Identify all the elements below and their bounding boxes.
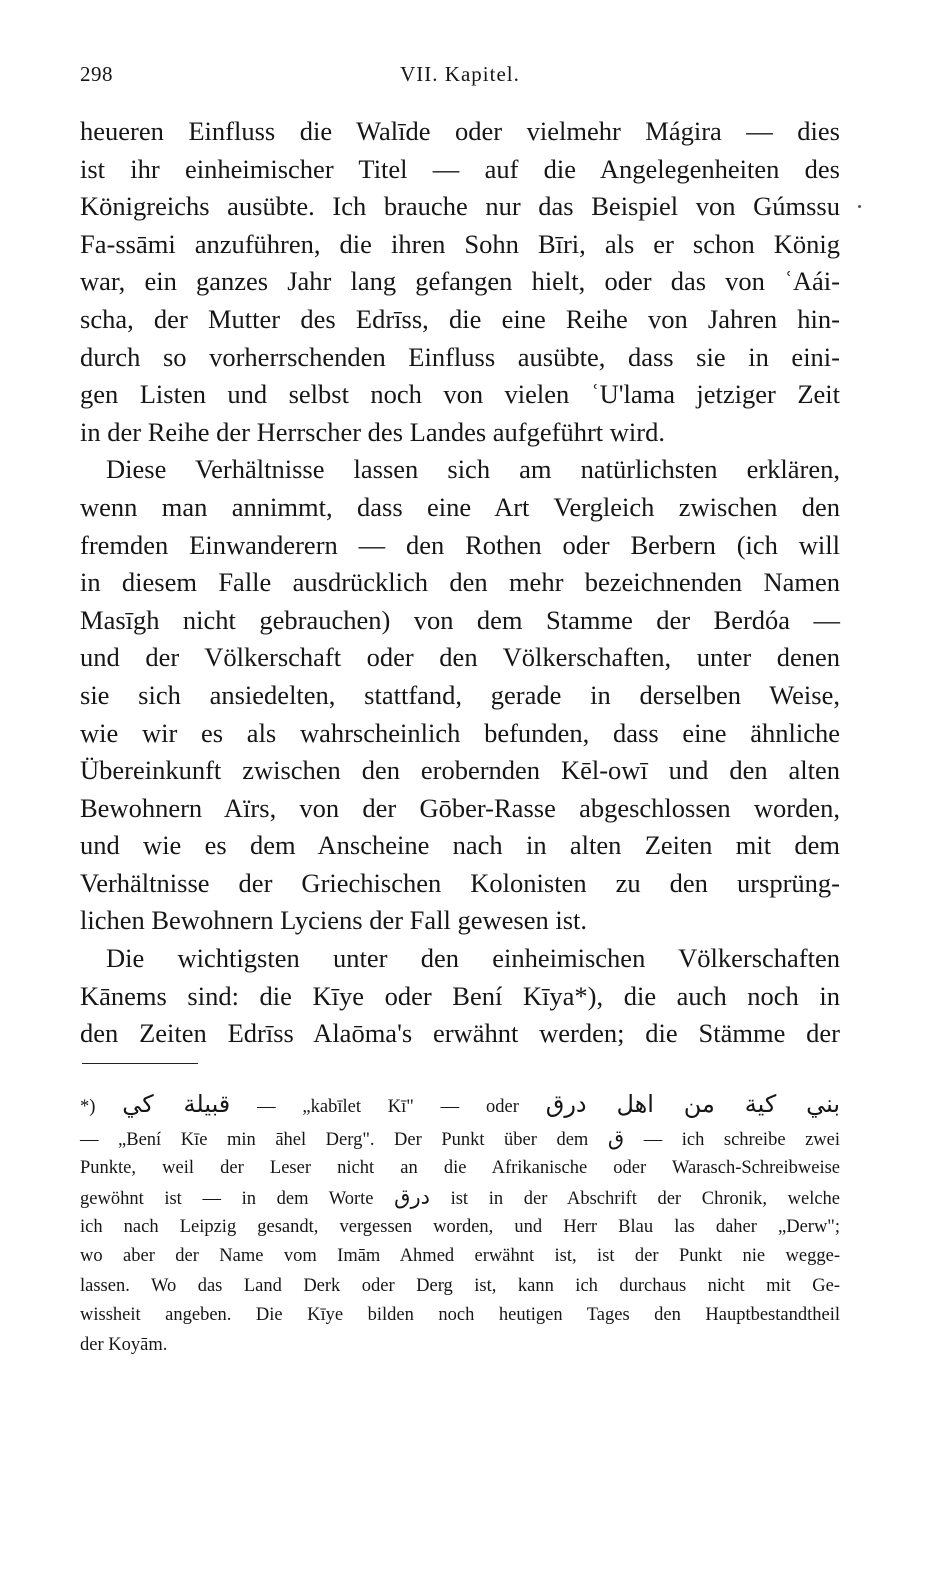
text-line: Übereinkunft zwischen den erobernden Kēl-owī und den alten (80, 755, 840, 786)
footnote-line: lassen. Wo das Land Derk oder Derg ist, kann ich durchaus nicht mit Ge- (80, 1275, 840, 1296)
text-line: und wie es dem Anscheine nach in alten Zeiten mit dem (80, 830, 840, 861)
text-line: durch so vorherrschenden Einfluss ausübte, dass sie in eini- (80, 341, 840, 372)
footnote-divider (82, 1063, 198, 1064)
footnote-text: — ich schreibe zwei (643, 1130, 840, 1150)
footnote-line: ich nach Leipzig gesandt, vergessen worden, und Herr Blau las daher „Derw"; (80, 1216, 840, 1237)
footnote-text: — „kabīlet Kī" — oder (257, 1097, 519, 1117)
text-line: heueren Einfluss die Walīde oder vielmehr Mágira — dies (80, 116, 840, 146)
text-line: wenn man annimmt, dass eine Art Vergleich zwischen den (80, 491, 840, 522)
body-text (80, 113, 840, 1053)
page-number: 298 (80, 62, 113, 86)
footnote-line: wo aber der Name vom Imām Ahmed erwähnt ist, ist der Punkt nie wegge- (80, 1246, 840, 1266)
chapter-title: VII. Kapitel. (400, 62, 520, 86)
footnote-line: der Koyām. (80, 1334, 168, 1355)
text-line: fremden Einwanderern — den Rothen oder Berbern (ich will (80, 529, 840, 560)
text-line: Kānems sind: die Kīye oder Bení Kīya*), die auch noch in (80, 980, 840, 1011)
text-line: scha, der Mutter des Edrīss, die eine Reihe von Jahren hin- (80, 303, 840, 334)
text-line: gen Listen und selbst noch von vielen ʿU'lama jetziger Zeit (80, 379, 840, 410)
text-line: wie wir es als wahrscheinlich befunden, dass eine ähnliche (80, 717, 840, 748)
margin-mark (858, 205, 861, 208)
text-line: den Zeiten Edrīss Alaōma's erwähnt werden; die Stämme der (80, 1018, 840, 1049)
footnote-line (80, 1124, 840, 1154)
footnote-line: wissheit angeben. Die Kīye bilden noch heutigen Tages den Hauptbestandtheil (80, 1305, 840, 1325)
text-line: Verhältnisse der Griechischen Kolonisten zu den ursprüng- (80, 867, 840, 898)
text-line: war, ein ganzes Jahr lang gefangen hielt, oder das von ʿAái- (80, 266, 840, 297)
arabic-text: قبيلة كي (122, 1090, 231, 1118)
running-head (80, 62, 840, 92)
footnote-line (80, 1084, 840, 1124)
footnote (80, 1084, 840, 1360)
paragraph-end-line: in der Reihe der Herrscher des Landes aufgeführt wird. (80, 416, 665, 447)
footnote-marker: *) (80, 1097, 96, 1117)
arabic-text: ق (607, 1126, 625, 1150)
text-line: und der Völkerschaft oder den Völkerschaften, unter denen (80, 642, 840, 673)
text-line: Königreichs ausübte. Ich brauche nur das Beispiel von Gúmssu (80, 191, 840, 222)
paragraph-start-line: Diese Verhältnisse lassen sich am natürlichsten erklären, (106, 454, 840, 485)
paragraph-start-line: Die wichtigsten unter den einheimischen Völkerschaften (106, 943, 840, 974)
arabic-text: درق (394, 1185, 430, 1209)
text-line: sie sich ansiedelten, stattfand, gerade in derselben Weise, (80, 679, 840, 710)
footnote-text: — „Bení Kīe min āhel Derg". Der Punkt über dem (80, 1130, 589, 1150)
text-line: Bewohnern Aïrs, von der Gōber-Rasse abgeschlossen worden, (80, 792, 840, 823)
text-line: ist ihr einheimischer Titel — auf die Angelegenheiten des (80, 153, 840, 184)
text-line: in diesem Falle ausdrücklich den mehr bezeichnenden Namen (80, 567, 840, 598)
footnote-line: Punkte, weil der Leser nicht an die Afrikanische oder Warasch-Schreibweise (80, 1157, 840, 1178)
text-line: Fa-ssāmi anzuführen, die ihren Sohn Bīri, als er schon König (80, 228, 840, 259)
footnote-text: gewöhnt ist — in dem Worte (80, 1189, 374, 1209)
text-line: Masīgh nicht gebrauchen) von dem Stamme der Berdóa — (80, 604, 840, 635)
paragraph-end-line: lichen Bewohnern Lyciens der Fall gewesen ist. (80, 905, 588, 936)
footnote-text: ist in der Abschrift der Chronik, welche (450, 1189, 841, 1209)
footnote-line (80, 1183, 840, 1213)
arabic-text: بني كية من اهل درق (545, 1090, 841, 1118)
